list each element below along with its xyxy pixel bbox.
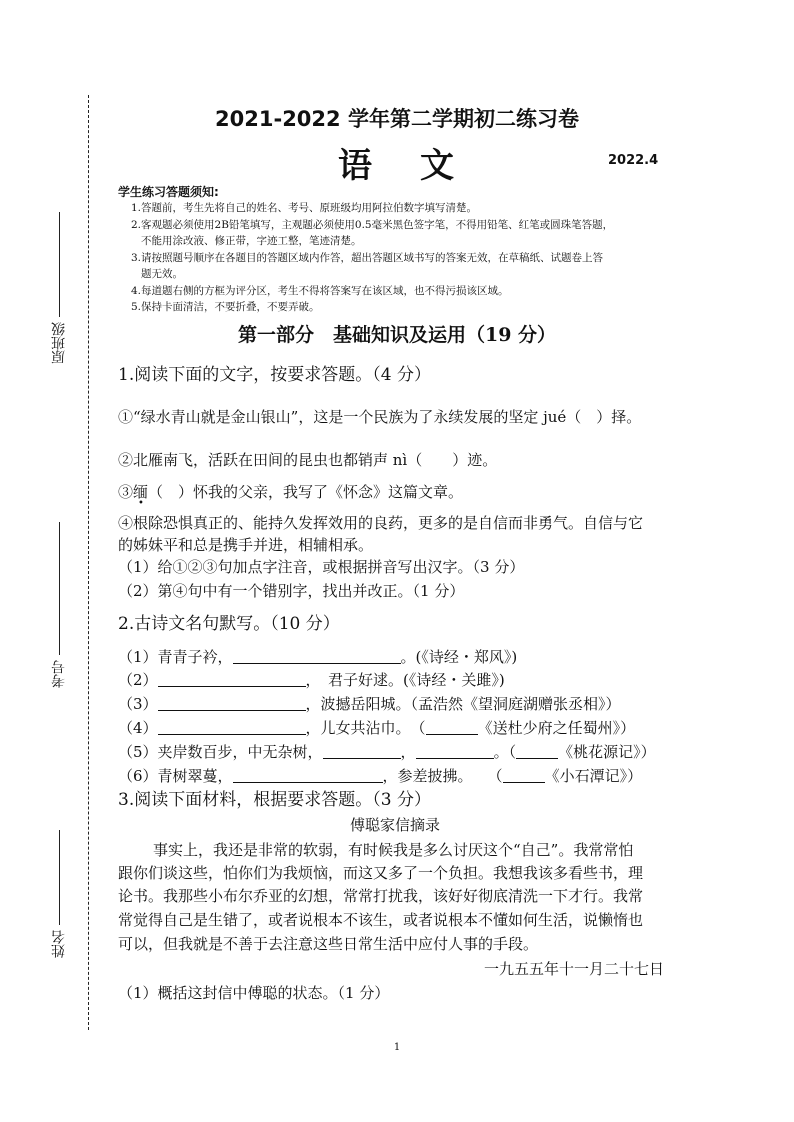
q1-sentence-3: [118, 482, 463, 502]
q2-l3-suffix: ，波撼岳阳城。（孟浩然《望洞庭湖赠张丞相》）: [305, 695, 621, 713]
q2-title: 2.古诗文名句默写。（10 分）: [118, 614, 340, 634]
q3-title: 3.阅读下面材料，根据要求答题。（3 分）: [118, 790, 431, 810]
q2-l2-suffix: ， 君子好逑。(《诗经・关雎》): [305, 671, 505, 689]
side-label-name: 姓名: [51, 930, 67, 958]
q1-s3-mark: ③: [118, 483, 134, 501]
notice-item: 1.答题前，考生先将自己的姓名、考号、原班级均用阿拉伯数字填写清楚。: [131, 202, 478, 214]
q3-passage-line: 事实上，我还是非常的软弱，有时候我是多么讨厌这个“自己”。我常常怕: [153, 841, 634, 859]
side-label-class: 原班级: [51, 322, 67, 364]
notice-item: 5.保持卡面清洁，不要折叠，不要弄破。: [131, 301, 320, 313]
answer-blank[interactable]: [158, 671, 306, 687]
notice-title: 学生练习答题须知:: [118, 185, 219, 199]
answer-blank[interactable]: [503, 767, 545, 783]
q1-sentence-4a: ④根除恐惧真正的、能持久发挥效用的良药，更多的是自信而非勇气。自信与它: [118, 514, 644, 532]
answer-blank[interactable]: [426, 719, 478, 735]
notice-item: 4.每道题右侧的方框为评分区，考生不得将答案写在该区域，也不得污损该区域。: [131, 284, 509, 297]
part1-title: 第一部分 基础知识及运用（19 分）: [237, 324, 557, 346]
notice-list: [131, 200, 687, 316]
q2-l6-prefix: （6）青树翠蔓，: [118, 767, 233, 785]
answer-blank[interactable]: [233, 648, 401, 664]
name-fill-line: [59, 830, 60, 925]
notice-item: 2.客观题必须使用2B铅笔填写，主观题必须使用0.5毫米黑色签字笔，不得用铅笔、红笔或圆珠笔答题，: [131, 218, 614, 231]
answer-blank[interactable]: [516, 743, 558, 759]
class-fill-line: [59, 212, 60, 317]
q3-passage-line: 跟你们谈这些，怕你们为我烦恼，而这又多了一个负担。我想我该多看些书，理: [118, 864, 644, 882]
q2-l4-mid: ，儿女共沾巾。 （: [305, 719, 426, 737]
q2-l6-mid: ，参差披拂。 （: [382, 767, 503, 785]
q1-sentence-2: ②北雁南飞，活跃在田间的昆虫也都销声 nì（ ）迹。: [118, 451, 498, 469]
answer-blank[interactable]: [158, 695, 306, 711]
q3-passage-line: 可以，但我就是不善于去注意这些日常生活中应付人事的手段。: [118, 935, 539, 953]
q2-l5-prefix: （5）夹岸数百步，中无杂树，: [118, 743, 323, 761]
q2-line-2: [118, 670, 505, 690]
notice-item: 不能用涂改液、修正带，字迹工整，笔迹清楚。: [141, 235, 362, 247]
exam-date: 2022.4: [608, 153, 659, 168]
subject-title: 语文: [338, 146, 502, 186]
q2-l1-prefix: （1）青青子衿，: [118, 648, 233, 666]
answer-blank[interactable]: [323, 743, 401, 759]
q2-l4-suffix: 《送杜少府之任蜀州》）: [477, 719, 636, 737]
q3-passage-line: 常觉得自己是生错了，或者说根本不该生，或者说根本不懂如何生活，说懒惰也: [118, 911, 644, 929]
q1-sentence-1: ①“绿水青山就是金山银山”，这是一个民族为了永续发展的坚定 jué（ ）择。: [118, 408, 642, 426]
q3-passage-line: 论书。我那些小布尔乔亚的幻想，常常打扰我，该好好彻底清洗一下才行。我常: [118, 887, 644, 905]
q1-sub-2: （2）第④句中有一个错别字，找出并改正。（1 分）: [118, 582, 465, 600]
q2-l5-comma: ，: [400, 743, 416, 761]
answer-blank[interactable]: [158, 719, 306, 735]
q2-line-1: [118, 647, 517, 667]
q2-l6-suffix: 《小石潭记》）: [544, 767, 643, 785]
q1-s3-dotted-char: 缅: [133, 483, 149, 501]
notice-item: 3.请按照题号顺序在各题目的答题区域内作答，超出答题区域书写的答案无效，在草稿纸、试题卷上答: [131, 251, 604, 264]
q2-l1-suffix: 。(《诗经・郑风》): [400, 648, 518, 666]
q2-l2-prefix: （2）: [118, 671, 158, 689]
exam-title: 2021-2022 学年第二学期初二练习卷: [215, 107, 579, 131]
q2-line-3: [118, 694, 621, 714]
page-number: 1: [393, 1042, 401, 1053]
q2-line-4: [118, 718, 635, 738]
exam-no-fill-line: [59, 522, 60, 655]
q2-l3-prefix: （3）: [118, 695, 158, 713]
q2-line-5: [118, 742, 656, 762]
q1-sentence-4b: 的姊妹平和总是携手并进，相辅相承。: [118, 536, 374, 554]
binding-dashed-line: [88, 95, 89, 1030]
q1-sub-1: （1）给①②③句加点字注音，或根据拼音写出汉字。（3 分）: [118, 558, 525, 576]
notice-item: 题无效。: [141, 268, 183, 280]
answer-blank[interactable]: [416, 743, 494, 759]
q1-s3-rest: （ ）怀我的父亲，我写了《怀念》这篇文章。: [148, 483, 464, 501]
side-label-exam-no: 考号: [51, 660, 67, 688]
q3-letter-date: 一九五五年十一月二十七日: [484, 960, 665, 978]
q2-l5-mid: 。（: [493, 743, 517, 761]
q2-line-6: [118, 766, 642, 786]
q1-title: 1.阅读下面的文字，按要求答题。（4 分）: [118, 365, 431, 385]
answer-blank[interactable]: [233, 767, 383, 783]
q2-l5-suffix: 《桃花源记》）: [558, 743, 656, 761]
q3-heading: 傅聪家信摘录: [350, 816, 441, 834]
q2-l4-prefix: （4）: [118, 719, 158, 737]
q3-sub-1: （1）概括这封信中傅聪的状态。（1 分）: [118, 984, 390, 1002]
